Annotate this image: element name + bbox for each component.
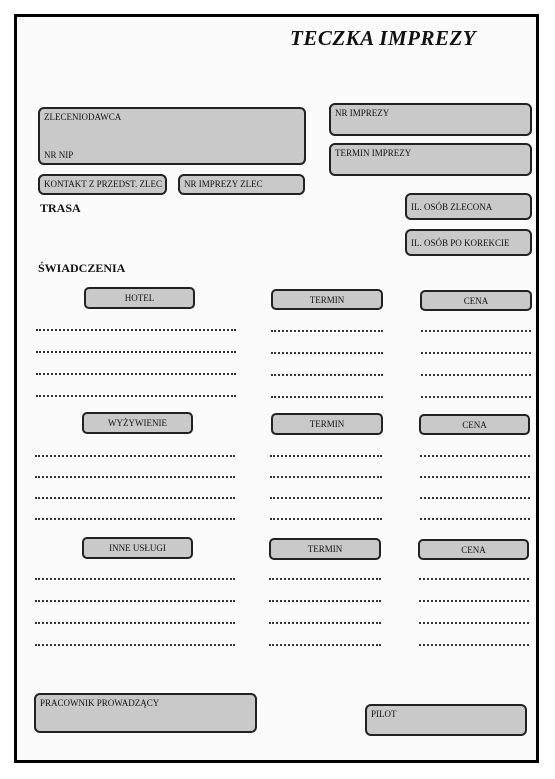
inne-uslugi-cena-line[interactable] bbox=[419, 578, 529, 580]
inne-uslugi-cena-line[interactable] bbox=[419, 644, 529, 646]
hotel-cena-line[interactable] bbox=[421, 352, 531, 354]
inne-uslugi-termin-line[interactable] bbox=[269, 644, 381, 646]
hotel-termin-line[interactable] bbox=[271, 374, 383, 376]
wyzywienie-termin-line[interactable] bbox=[270, 497, 382, 499]
pilot-field[interactable] bbox=[365, 704, 527, 736]
wyzywienie-termin-line[interactable] bbox=[270, 455, 382, 457]
hotel-line[interactable] bbox=[36, 351, 236, 353]
pracownik-prowadzacy-label: PRACOWNIK PROWADZĄCY bbox=[40, 698, 160, 708]
hotel-cena-line[interactable] bbox=[421, 396, 531, 398]
il-osob-po-korekcie-field[interactable] bbox=[405, 229, 532, 256]
trasa-heading: TRASA bbox=[40, 201, 81, 215]
hotel-termin-line[interactable] bbox=[271, 352, 383, 354]
wyzywienie-termin-line[interactable] bbox=[270, 476, 382, 478]
wyzywienie-termin-line[interactable] bbox=[270, 518, 382, 520]
il-osob-zlecona-label: IL. OSÓB ZLECONA bbox=[411, 202, 493, 212]
swiadczenia-heading: ŚWIADCZENIA bbox=[38, 261, 126, 275]
wyzywienie-line[interactable] bbox=[35, 476, 235, 478]
form-title: TECZKA IMPREZY bbox=[290, 26, 477, 50]
wyzywienie-cena-line[interactable] bbox=[420, 476, 530, 478]
termin-imprezy-label: TERMIN IMPREZY bbox=[335, 148, 412, 158]
inne-uslugi-line[interactable] bbox=[35, 622, 235, 624]
wyzywienie-header: WYŻYWIENIE bbox=[82, 412, 193, 434]
nr-nip-label: NR NIP bbox=[44, 150, 74, 160]
hotel-termin-header: TERMIN bbox=[271, 289, 383, 310]
il-osob-po-korekcie-label: IL. OSÓB PO KOREKCIE bbox=[411, 238, 510, 248]
nr-imprezy-label: NR IMPREZY bbox=[335, 108, 390, 118]
hotel-cena-line[interactable] bbox=[421, 374, 531, 376]
hotel-line[interactable] bbox=[36, 395, 236, 397]
wyzywienie-cena-line[interactable] bbox=[420, 455, 530, 457]
hotel-cena-line[interactable] bbox=[421, 330, 531, 332]
nr-imprezy-field[interactable] bbox=[329, 103, 532, 136]
il-osob-zlecona-field[interactable] bbox=[405, 193, 532, 220]
zleceniodawca-field[interactable] bbox=[38, 107, 306, 165]
inne-uslugi-cena-header: CENA bbox=[418, 539, 529, 560]
kontakt-field[interactable] bbox=[38, 174, 167, 195]
wyzywienie-termin-header: TERMIN bbox=[271, 413, 383, 435]
hotel-termin-line[interactable] bbox=[271, 396, 383, 398]
wyzywienie-line[interactable] bbox=[35, 497, 235, 499]
inne-uslugi-line[interactable] bbox=[35, 578, 235, 580]
inne-uslugi-termin-line[interactable] bbox=[269, 622, 381, 624]
inne-uslugi-header: INNE USŁUGI bbox=[82, 537, 193, 559]
inne-uslugi-cena-line[interactable] bbox=[419, 600, 529, 602]
pilot-label: PILOT bbox=[371, 709, 397, 719]
nr-imprezy-zlec-label: NR IMPREZY ZLEC bbox=[184, 179, 263, 189]
hotel-line[interactable] bbox=[36, 329, 236, 331]
inne-uslugi-termin-line[interactable] bbox=[269, 600, 381, 602]
inne-uslugi-cena-line[interactable] bbox=[419, 622, 529, 624]
hotel-termin-line[interactable] bbox=[271, 330, 383, 332]
zleceniodawca-label: ZLECENIODAWCA bbox=[44, 112, 122, 122]
inne-uslugi-line[interactable] bbox=[35, 644, 235, 646]
inne-uslugi-termin-line[interactable] bbox=[269, 578, 381, 580]
inne-uslugi-termin-header: TERMIN bbox=[269, 538, 381, 560]
hotel-line[interactable] bbox=[36, 373, 236, 375]
inne-uslugi-line[interactable] bbox=[35, 600, 235, 602]
kontakt-label: KONTAKT Z PRZEDST. ZLEC bbox=[44, 179, 162, 189]
hotel-cena-header: CENA bbox=[420, 290, 532, 311]
termin-imprezy-field[interactable] bbox=[329, 143, 532, 176]
hotel-header: HOTEL bbox=[84, 287, 195, 309]
wyzywienie-line[interactable] bbox=[35, 455, 235, 457]
pracownik-prowadzacy-field[interactable] bbox=[34, 693, 257, 733]
wyzywienie-cena-header: CENA bbox=[419, 414, 530, 435]
wyzywienie-line[interactable] bbox=[35, 518, 235, 520]
wyzywienie-cena-line[interactable] bbox=[420, 497, 530, 499]
nr-imprezy-zlec-field[interactable] bbox=[178, 174, 305, 195]
wyzywienie-cena-line[interactable] bbox=[420, 518, 530, 520]
